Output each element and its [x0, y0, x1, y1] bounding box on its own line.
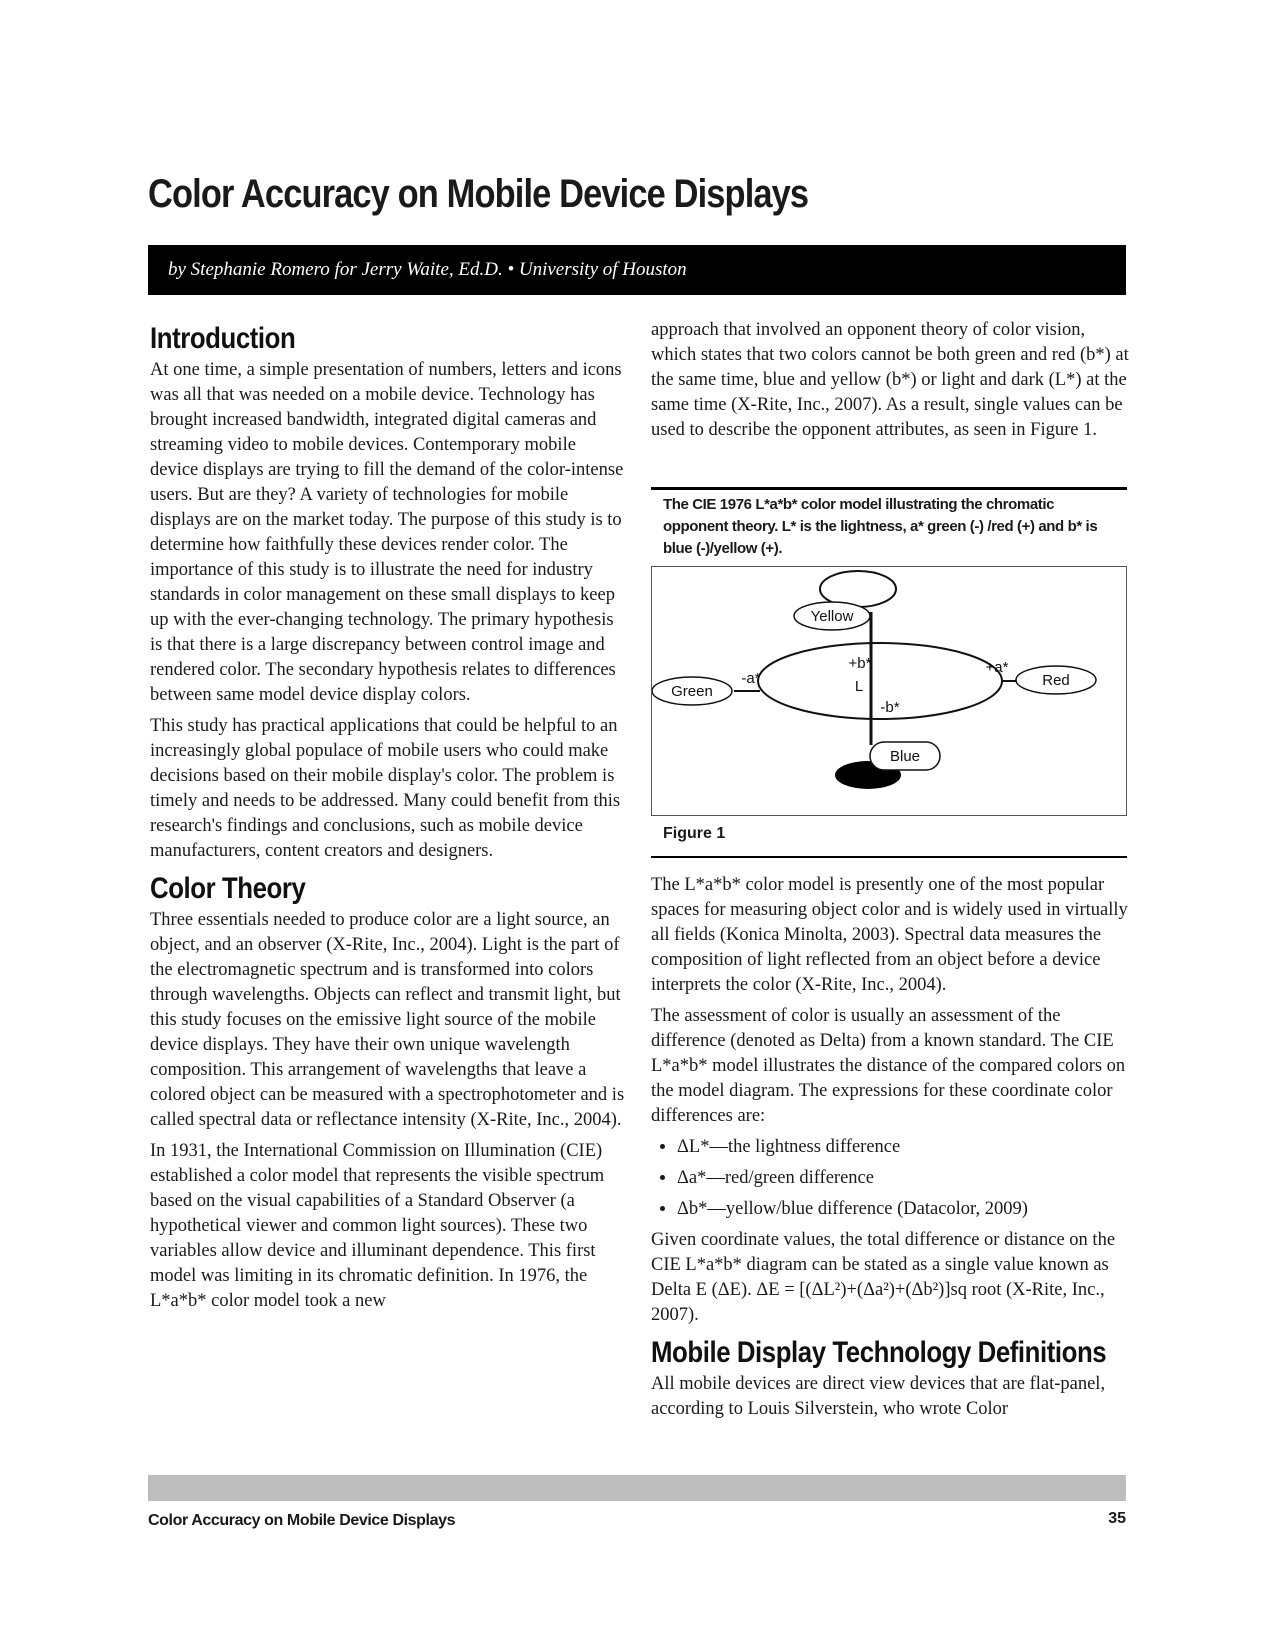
yellow-label: Yellow — [810, 608, 854, 625]
minus-b-label: -b* — [880, 699, 900, 716]
red-label: Red — [1042, 672, 1070, 689]
color-theory-heading: Color Theory — [150, 872, 306, 905]
list-item: • ΔL*—the lightness difference — [677, 1135, 1131, 1160]
lab-diagram — [652, 567, 1126, 815]
left-column — [150, 320, 628, 1320]
footer-title: Color Accuracy on Mobile Device Displays — [148, 1512, 456, 1529]
delta-paragraph: The assessment of color is usually an assessment of the difference (denoted as Delta) from a known standard. The CIE L*a*b* model illustrates the distance of the compared colors on the model diagram. The expressions for these coordinate color differences are: — [651, 1006, 1126, 1126]
lab-paragraph: The L*a*b* color model is presently one of the most popular spaces for measuring object color and is widely used in virtually all fields (Konica Minolta, 2003). Spectral data measures the composition of light reflected from an object before a device interprets the color (X-Rite, Inc., 2004). — [651, 875, 1128, 995]
figure-frame — [651, 566, 1127, 816]
plus-b-label: +b* — [848, 655, 872, 672]
green-label: Green — [671, 683, 713, 700]
right-column-top — [651, 318, 1131, 449]
theory-paragraph-1: Three essentials needed to produce color are a light source, an object, and an observer (X-Rite, Inc., 2004). Light is the part of the electromagnetic spectrum and is transformed into colors through wavelengths. Objects can reflect and transmit light, but this study focuses on the emissive light source of the mobile device displays. They have their own unique wavelength composition. This arrangement of wavelengths that leave a colored object can be measured with a spectrophotometer and is called spectral data or reflectance intensity (X-Rite, Inc., 2004). — [150, 910, 625, 1130]
page-title: Color Accuracy on Mobile Device Displays — [148, 172, 809, 216]
mobile-paragraph: All mobile devices are direct view devices that are flat-panel, according to Louis Silverstein, who wrote Color — [651, 1374, 1106, 1419]
intro-paragraph-2: This study has practical applications that could be helpful to an increasingly global populace of mobile users who could make decisions based on their mobile display's color. The problem is timely and needs to be addressed. Many could benefit from this research's findings and conclusions, such as mobile device manufacturers, content creators and designers. — [150, 716, 621, 861]
figure-caption: The CIE 1976 L*a*b* color model illustrating the chromatic opponent theory. L* is the lightness, a* green (-) /red (+) and b* is blue (-)/yellow (+). — [663, 496, 1098, 557]
figure-1 — [651, 487, 1127, 858]
difference-list — [651, 1135, 1131, 1222]
delta-e-paragraph: Given coordinate values, the total difference or distance on the CIE L*a*b* diagram can be stated as a single value known as Delta E (ΔE). ΔE = [(ΔL²)+(Δa²)+(Δb²)]sq root (X-Rite, Inc., 2007). — [651, 1230, 1116, 1325]
footer-bar — [148, 1475, 1126, 1501]
introduction-heading: Introduction — [150, 322, 296, 355]
byline-banner: by Stephanie Romero for Jerry Waite, Ed.D. • University of Houston — [148, 245, 1126, 295]
figure-label: Figure 1 — [663, 825, 726, 842]
mobile-display-heading: Mobile Display Technology Definitions — [651, 1336, 1107, 1369]
intro-paragraph-1: At one time, a simple presentation of numbers, letters and icons was all that was needed on a mobile device. Technology has brought increased bandwidth, integrated digital cameras and streaming video to mobile devices. Contemporary mobile device displays are trying to fill the demand of the color-intense users. But are they? A variety of technologies for mobile displays are on the market today. The purpose of this study is to determine how faithfully these devices render color. The importance of this study is to illustrate the need for industry standards in color management on these small displays to keep up with the ever-changing technology. The primary hypothesis is that there is a large discrepancy between control image and rendered color. The secondary hypothesis relates to differences between same model device display colors. — [150, 360, 624, 705]
minus-a-label: -a* — [741, 670, 761, 687]
page-number: 35 — [1108, 1510, 1126, 1527]
opponent-paragraph: approach that involved an opponent theory of color vision, which states that two colors cannot be both green and red (b*) at the same time, blue and yellow (b*) or light and dark (L*) at the same time (X-Rite, Inc., 2007). As a result, single values can be used to describe the opponent attributes, as seen in Figure 1. — [651, 320, 1129, 440]
list-item: • Δa*—red/green difference — [677, 1166, 1131, 1191]
l-label: L — [854, 678, 864, 695]
right-column-bottom — [651, 873, 1131, 1428]
list-item: • Δb*—yellow/blue difference (Datacolor, 2009) — [677, 1197, 1131, 1222]
plus-a-label: +a* — [985, 659, 1009, 676]
theory-paragraph-2: In 1931, the International Commission on Illumination (CIE) established a color model that represents the visible spectrum based on the visual capabilities of a Standard Observer (a hypothetical viewer and common light sources). These two variables allow device and illuminant dependence. This first model was limiting in its chromatic definition. In 1976, the L*a*b* color model took a new — [150, 1141, 605, 1311]
blue-label: Blue — [889, 748, 921, 765]
